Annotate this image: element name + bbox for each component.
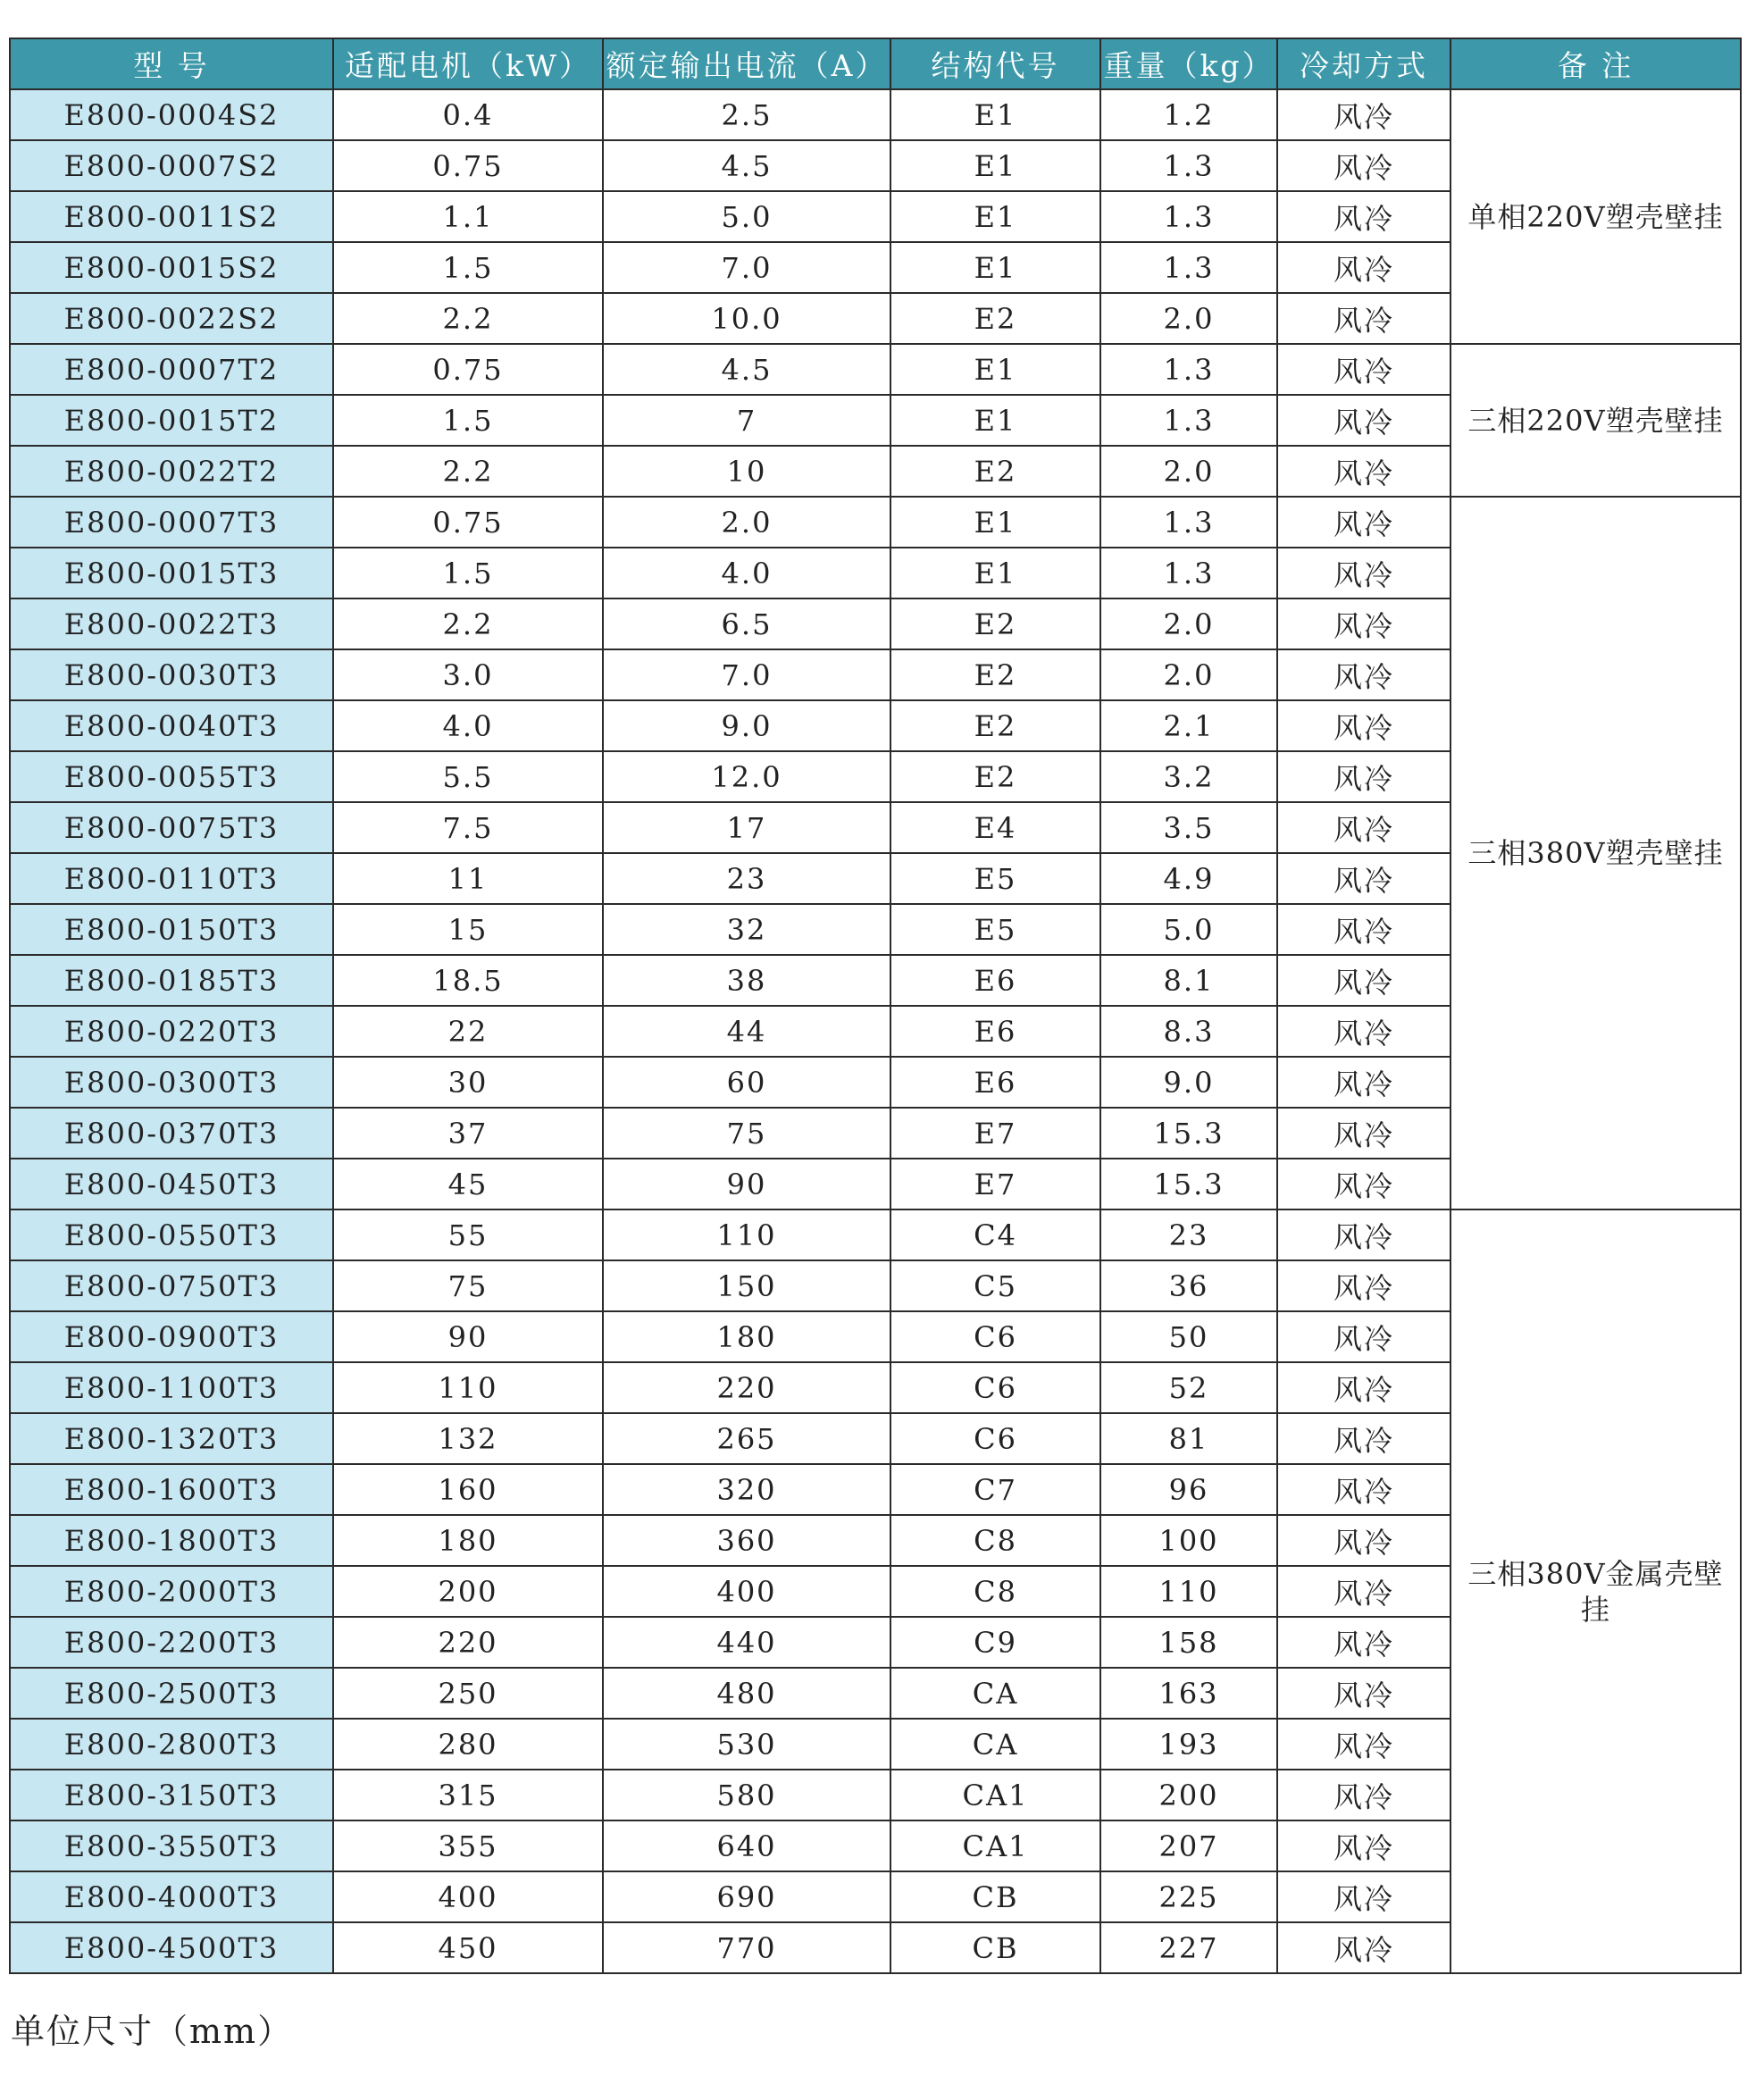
cell-structure: E5	[890, 853, 1100, 904]
cell-power: 1.5	[333, 395, 603, 446]
cell-current: 110	[603, 1209, 890, 1260]
cell-model: E800-0022T2	[10, 446, 333, 497]
cell-structure: C4	[890, 1209, 1100, 1260]
cell-model: E800-0015T3	[10, 548, 333, 598]
cell-power: 450	[333, 1922, 603, 1973]
cell-weight: 207	[1100, 1820, 1277, 1871]
cell-structure: E1	[890, 242, 1100, 293]
cell-cooling: 风冷	[1277, 1820, 1450, 1871]
cell-power: 18.5	[333, 955, 603, 1006]
cell-model: E800-4500T3	[10, 1922, 333, 1973]
cell-power: 2.2	[333, 598, 603, 649]
cell-structure: C5	[890, 1260, 1100, 1311]
table-header-row	[10, 38, 1741, 89]
cell-current: 690	[603, 1871, 890, 1922]
cell-model: E800-0004S2	[10, 89, 333, 140]
cell-model: E800-1100T3	[10, 1362, 333, 1413]
header-power: 适配电机（kW）	[333, 38, 603, 89]
cell-structure: E2	[890, 751, 1100, 802]
cell-power: 55	[333, 1209, 603, 1260]
cell-current: 10.0	[603, 293, 890, 344]
table-row	[10, 1209, 1741, 1260]
cell-cooling: 风冷	[1277, 1362, 1450, 1413]
cell-cooling: 风冷	[1277, 1515, 1450, 1566]
cell-model: E800-4000T3	[10, 1871, 333, 1922]
cell-power: 37	[333, 1108, 603, 1159]
cell-model: E800-0022S2	[10, 293, 333, 344]
cell-cooling: 风冷	[1277, 548, 1450, 598]
cell-current: 440	[603, 1617, 890, 1668]
cell-weight: 2.1	[1100, 700, 1277, 751]
cell-cooling: 风冷	[1277, 1260, 1450, 1311]
cell-cooling: 风冷	[1277, 1871, 1450, 1922]
cell-model: E800-0370T3	[10, 1108, 333, 1159]
cell-power: 15	[333, 904, 603, 955]
cell-current: 44	[603, 1006, 890, 1057]
cell-weight: 15.3	[1100, 1159, 1277, 1209]
cell-cooling: 风冷	[1277, 395, 1450, 446]
cell-power: 400	[333, 1871, 603, 1922]
cell-power: 200	[333, 1566, 603, 1617]
cell-weight: 15.3	[1100, 1108, 1277, 1159]
cell-structure: E2	[890, 700, 1100, 751]
cell-structure: C7	[890, 1464, 1100, 1515]
cell-model: E800-0015T2	[10, 395, 333, 446]
cell-cooling: 风冷	[1277, 1057, 1450, 1108]
cell-weight: 3.2	[1100, 751, 1277, 802]
cell-model: E800-0007S2	[10, 140, 333, 191]
cell-current: 180	[603, 1311, 890, 1362]
cell-weight: 36	[1100, 1260, 1277, 1311]
cell-power: 2.2	[333, 446, 603, 497]
cell-structure: C6	[890, 1311, 1100, 1362]
cell-power: 1.5	[333, 242, 603, 293]
unit-caption: 单位尺寸（mm）	[11, 2012, 294, 2051]
cell-remark: 三相380V金属壳壁挂	[1450, 1209, 1741, 1973]
cell-power: 315	[333, 1770, 603, 1820]
cell-power: 75	[333, 1260, 603, 1311]
cell-model: E800-2000T3	[10, 1566, 333, 1617]
cell-model: E800-2500T3	[10, 1668, 333, 1719]
cell-cooling: 风冷	[1277, 344, 1450, 395]
cell-structure: E1	[890, 344, 1100, 395]
cell-model: E800-0007T2	[10, 344, 333, 395]
cell-current: 2.5	[603, 89, 890, 140]
cell-current: 640	[603, 1820, 890, 1871]
cell-structure: C6	[890, 1413, 1100, 1464]
cell-power: 4.0	[333, 700, 603, 751]
cell-cooling: 风冷	[1277, 1159, 1450, 1209]
cell-current: 10	[603, 446, 890, 497]
cell-current: 150	[603, 1260, 890, 1311]
cell-cooling: 风冷	[1277, 1464, 1450, 1515]
cell-cooling: 风冷	[1277, 1566, 1450, 1617]
cell-model: E800-0075T3	[10, 802, 333, 853]
table-row	[10, 344, 1741, 395]
header-weight: 重量（kg）	[1100, 38, 1277, 89]
cell-current: 265	[603, 1413, 890, 1464]
header-model: 型 号	[10, 38, 333, 89]
cell-weight: 8.3	[1100, 1006, 1277, 1057]
cell-power: 0.4	[333, 89, 603, 140]
cell-model: E800-0015S2	[10, 242, 333, 293]
cell-model: E800-2200T3	[10, 1617, 333, 1668]
cell-power: 11	[333, 853, 603, 904]
header-remark: 备 注	[1450, 38, 1741, 89]
cell-current: 38	[603, 955, 890, 1006]
cell-weight: 225	[1100, 1871, 1277, 1922]
cell-model: E800-3150T3	[10, 1770, 333, 1820]
cell-model: E800-2800T3	[10, 1719, 333, 1770]
cell-model: E800-0550T3	[10, 1209, 333, 1260]
cell-structure: CA	[890, 1668, 1100, 1719]
cell-weight: 1.2	[1100, 89, 1277, 140]
cell-weight: 110	[1100, 1566, 1277, 1617]
cell-current: 17	[603, 802, 890, 853]
cell-weight: 50	[1100, 1311, 1277, 1362]
cell-cooling: 风冷	[1277, 497, 1450, 548]
cell-current: 4.5	[603, 344, 890, 395]
cell-cooling: 风冷	[1277, 904, 1450, 955]
cell-weight: 193	[1100, 1719, 1277, 1770]
cell-current: 580	[603, 1770, 890, 1820]
cell-power: 180	[333, 1515, 603, 1566]
cell-weight: 9.0	[1100, 1057, 1277, 1108]
cell-model: E800-0030T3	[10, 649, 333, 700]
cell-weight: 5.0	[1100, 904, 1277, 955]
cell-structure: CA1	[890, 1820, 1100, 1871]
cell-weight: 1.3	[1100, 242, 1277, 293]
cell-weight: 2.0	[1100, 293, 1277, 344]
cell-current: 2.0	[603, 497, 890, 548]
cell-weight: 227	[1100, 1922, 1277, 1973]
cell-weight: 163	[1100, 1668, 1277, 1719]
cell-weight: 1.3	[1100, 140, 1277, 191]
cell-model: E800-0110T3	[10, 853, 333, 904]
cell-weight: 2.0	[1100, 446, 1277, 497]
cell-cooling: 风冷	[1277, 1617, 1450, 1668]
cell-cooling: 风冷	[1277, 649, 1450, 700]
cell-cooling: 风冷	[1277, 1108, 1450, 1159]
cell-power: 0.75	[333, 140, 603, 191]
table-row	[10, 89, 1741, 140]
cell-current: 480	[603, 1668, 890, 1719]
cell-structure: CA	[890, 1719, 1100, 1770]
cell-structure: E6	[890, 955, 1100, 1006]
cell-structure: E4	[890, 802, 1100, 853]
cell-current: 23	[603, 853, 890, 904]
cell-structure: E2	[890, 446, 1100, 497]
cell-cooling: 风冷	[1277, 242, 1450, 293]
cell-model: E800-0185T3	[10, 955, 333, 1006]
cell-cooling: 风冷	[1277, 1922, 1450, 1973]
cell-remark: 单相220V塑壳壁挂	[1450, 89, 1741, 344]
header-cooling: 冷却方式	[1277, 38, 1450, 89]
cell-weight: 200	[1100, 1770, 1277, 1820]
cell-structure: CB	[890, 1922, 1100, 1973]
cell-weight: 52	[1100, 1362, 1277, 1413]
cell-current: 770	[603, 1922, 890, 1973]
spec-table	[9, 38, 1742, 1974]
cell-cooling: 风冷	[1277, 191, 1450, 242]
cell-cooling: 风冷	[1277, 446, 1450, 497]
cell-structure: E1	[890, 395, 1100, 446]
cell-current: 75	[603, 1108, 890, 1159]
cell-power: 2.2	[333, 293, 603, 344]
cell-power: 160	[333, 1464, 603, 1515]
cell-current: 4.5	[603, 140, 890, 191]
header-structure: 结构代号	[890, 38, 1100, 89]
cell-current: 90	[603, 1159, 890, 1209]
cell-model: E800-0750T3	[10, 1260, 333, 1311]
table-body	[10, 89, 1741, 1973]
cell-weight: 81	[1100, 1413, 1277, 1464]
cell-structure: C8	[890, 1515, 1100, 1566]
cell-current: 7.0	[603, 649, 890, 700]
cell-model: E800-1600T3	[10, 1464, 333, 1515]
cell-cooling: 风冷	[1277, 1311, 1450, 1362]
cell-model: E800-3550T3	[10, 1820, 333, 1871]
cell-cooling: 风冷	[1277, 700, 1450, 751]
cell-structure: E1	[890, 89, 1100, 140]
cell-power: 220	[333, 1617, 603, 1668]
cell-power: 5.5	[333, 751, 603, 802]
cell-current: 400	[603, 1566, 890, 1617]
cell-weight: 2.0	[1100, 598, 1277, 649]
cell-power: 45	[333, 1159, 603, 1209]
cell-current: 220	[603, 1362, 890, 1413]
cell-structure: E7	[890, 1108, 1100, 1159]
cell-structure: E2	[890, 293, 1100, 344]
cell-cooling: 风冷	[1277, 598, 1450, 649]
cell-weight: 4.9	[1100, 853, 1277, 904]
cell-power: 132	[333, 1413, 603, 1464]
cell-model: E800-0040T3	[10, 700, 333, 751]
cell-model: E800-0900T3	[10, 1311, 333, 1362]
cell-cooling: 风冷	[1277, 955, 1450, 1006]
cell-weight: 1.3	[1100, 497, 1277, 548]
cell-remark: 三相220V塑壳壁挂	[1450, 344, 1741, 497]
cell-current: 6.5	[603, 598, 890, 649]
cell-structure: E2	[890, 598, 1100, 649]
cell-power: 250	[333, 1668, 603, 1719]
cell-current: 360	[603, 1515, 890, 1566]
cell-structure: C8	[890, 1566, 1100, 1617]
cell-power: 7.5	[333, 802, 603, 853]
cell-current: 530	[603, 1719, 890, 1770]
cell-model: E800-0011S2	[10, 191, 333, 242]
cell-model: E800-0150T3	[10, 904, 333, 955]
cell-model: E800-0450T3	[10, 1159, 333, 1209]
cell-power: 280	[333, 1719, 603, 1770]
cell-model: E800-0300T3	[10, 1057, 333, 1108]
cell-structure: C6	[890, 1362, 1100, 1413]
cell-current: 7.0	[603, 242, 890, 293]
cell-power: 0.75	[333, 497, 603, 548]
cell-weight: 3.5	[1100, 802, 1277, 853]
cell-current: 320	[603, 1464, 890, 1515]
cell-model: E800-1320T3	[10, 1413, 333, 1464]
cell-power: 110	[333, 1362, 603, 1413]
cell-structure: E6	[890, 1057, 1100, 1108]
cell-structure: C9	[890, 1617, 1100, 1668]
cell-cooling: 风冷	[1277, 853, 1450, 904]
cell-current: 5.0	[603, 191, 890, 242]
cell-structure: E2	[890, 649, 1100, 700]
cell-current: 9.0	[603, 700, 890, 751]
cell-cooling: 风冷	[1277, 1413, 1450, 1464]
cell-cooling: 风冷	[1277, 1668, 1450, 1719]
cell-cooling: 风冷	[1277, 1209, 1450, 1260]
cell-structure: E7	[890, 1159, 1100, 1209]
cell-weight: 1.3	[1100, 548, 1277, 598]
cell-model: E800-0007T3	[10, 497, 333, 548]
cell-weight: 96	[1100, 1464, 1277, 1515]
cell-power: 1.5	[333, 548, 603, 598]
cell-power: 90	[333, 1311, 603, 1362]
cell-cooling: 风冷	[1277, 293, 1450, 344]
cell-structure: E5	[890, 904, 1100, 955]
cell-power: 0.75	[333, 344, 603, 395]
cell-weight: 100	[1100, 1515, 1277, 1566]
cell-structure: E6	[890, 1006, 1100, 1057]
cell-current: 32	[603, 904, 890, 955]
cell-cooling: 风冷	[1277, 751, 1450, 802]
cell-current: 12.0	[603, 751, 890, 802]
cell-structure: E1	[890, 548, 1100, 598]
cell-cooling: 风冷	[1277, 1006, 1450, 1057]
cell-structure: E1	[890, 497, 1100, 548]
cell-current: 4.0	[603, 548, 890, 598]
cell-weight: 1.3	[1100, 191, 1277, 242]
cell-weight: 1.3	[1100, 395, 1277, 446]
cell-cooling: 风冷	[1277, 89, 1450, 140]
cell-remark: 三相380V塑壳壁挂	[1450, 497, 1741, 1209]
cell-power: 355	[333, 1820, 603, 1871]
cell-current: 7	[603, 395, 890, 446]
cell-weight: 23	[1100, 1209, 1277, 1260]
cell-model: E800-0055T3	[10, 751, 333, 802]
cell-weight: 2.0	[1100, 649, 1277, 700]
cell-power: 30	[333, 1057, 603, 1108]
cell-structure: E1	[890, 140, 1100, 191]
cell-cooling: 风冷	[1277, 802, 1450, 853]
cell-weight: 1.3	[1100, 344, 1277, 395]
table-row	[10, 497, 1741, 548]
cell-model: E800-1800T3	[10, 1515, 333, 1566]
cell-model: E800-0022T3	[10, 598, 333, 649]
cell-cooling: 风冷	[1277, 1770, 1450, 1820]
cell-weight: 158	[1100, 1617, 1277, 1668]
cell-power: 1.1	[333, 191, 603, 242]
cell-cooling: 风冷	[1277, 1719, 1450, 1770]
cell-current: 60	[603, 1057, 890, 1108]
cell-cooling: 风冷	[1277, 140, 1450, 191]
cell-structure: CB	[890, 1871, 1100, 1922]
header-current: 额定输出电流（A）	[603, 38, 890, 89]
cell-structure: CA1	[890, 1770, 1100, 1820]
cell-weight: 8.1	[1100, 955, 1277, 1006]
cell-structure: E1	[890, 191, 1100, 242]
cell-power: 3.0	[333, 649, 603, 700]
cell-model: E800-0220T3	[10, 1006, 333, 1057]
cell-power: 22	[333, 1006, 603, 1057]
